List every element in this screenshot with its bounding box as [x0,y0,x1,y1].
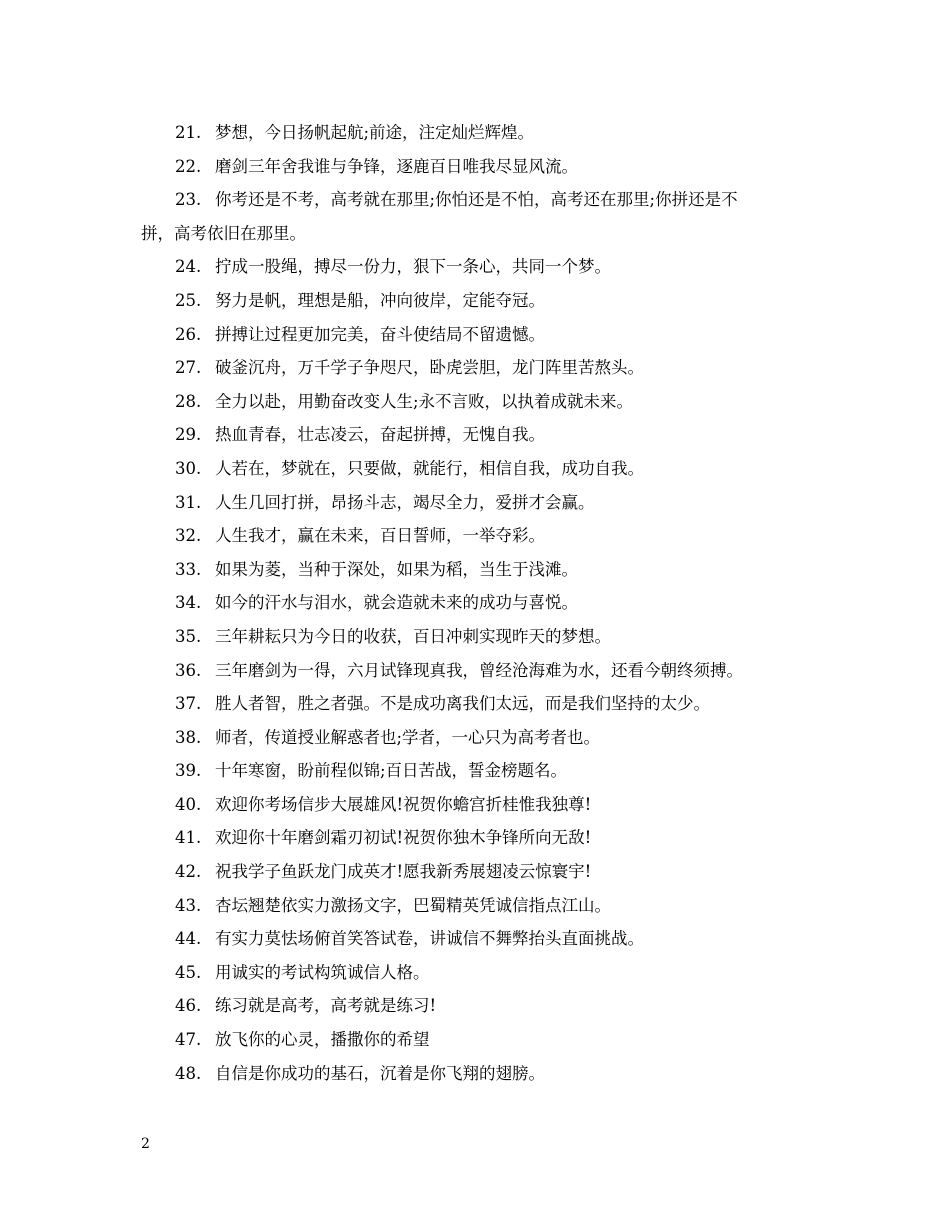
item-number: 26. [175,324,202,344]
item-number: 23. [175,190,202,210]
list-item [141,654,817,688]
item-number: 41. [175,828,202,848]
item-number: 36. [175,660,202,680]
item-text-continuation: 拼，高考依旧在那里。 [141,223,306,243]
item-number: 35. [175,626,202,646]
list-item [141,1057,817,1091]
item-text: 如今的汗水与泪水，就会造就未来的成功与喜悦。 [215,593,578,613]
item-number: 22. [175,156,202,176]
page-number: 2 [141,1136,150,1152]
item-text: 放飞你的心灵，播撒你的希望 [215,1030,430,1050]
list-item [141,754,817,788]
list-item [141,620,817,654]
item-text: 努力是帆，理想是船，冲向彼岸，定能夺冠。 [215,290,545,310]
item-number: 40. [175,794,202,814]
list-item [141,553,817,587]
item-text: 有实力莫怯场俯首笑答试卷，讲诚信不舞弊抬头直面挑战。 [215,929,644,949]
item-number: 25. [175,290,202,310]
list-item [141,922,817,956]
item-number: 21. [175,123,202,142]
list-item [141,821,817,855]
item-text: 你考还是不考，高考就在那里;你怕还是不怕，高考还在那里;你拼还是不 [215,190,738,210]
list-item [141,956,817,990]
item-text: 胜人者智，胜之者强。不是成功离我们太远，而是我们坚持的太少。 [215,694,710,714]
list-item [141,721,817,755]
item-text: 杏坛翘楚依实力激扬文字，巴蜀精英凭诚信指点江山。 [215,895,611,915]
list-item [141,519,817,553]
item-text: 用诚实的考试构筑诚信人格。 [215,962,430,982]
list-item [141,452,817,486]
list-item [141,586,817,620]
item-number: 31. [175,492,202,512]
list-item [141,385,817,419]
item-text: 三年耕耘只为今日的收获，百日冲刺实现昨天的梦想。 [215,626,611,646]
item-text: 磨剑三年舍我谁与争锋，逐鹿百日唯我尽显风流。 [215,156,578,176]
list-item [141,250,817,284]
item-number: 45. [175,962,202,982]
item-number: 43. [175,895,202,915]
item-number: 27. [175,358,202,378]
item-text: 师者，传道授业解惑者也;学者，一心只为高考者也。 [215,727,601,747]
item-text: 练习就是高考，高考就是练习! [215,996,437,1016]
item-text: 热血青春，壮志凌云，奋起拼搏，无愧自我。 [215,425,545,445]
list-item [141,183,817,217]
item-text: 拧成一股绳，搏尽一份力，狠下一条心，共同一个梦。 [215,257,611,277]
item-text: 如果为菱，当种于深处，如果为稻，当生于浅滩。 [215,559,578,579]
item-text: 人生几回打拼，昂扬斗志，竭尽全力，爱拼才会赢。 [215,492,595,512]
item-text: 人若在，梦就在，只要做，就能行，相信自我，成功自我。 [215,458,644,478]
list-item [141,1023,817,1057]
item-number: 32. [175,526,202,546]
item-number: 39. [175,761,202,781]
item-number: 33. [175,559,202,579]
item-text: 欢迎你考场信步大展雄风!祝贺你蟾宫折桂惟我独尊! [215,794,592,814]
list-item [141,351,817,385]
item-number: 30. [175,458,202,478]
item-text: 自信是你成功的基石，沉着是你飞翔的翅膀。 [215,1063,545,1083]
item-number: 42. [175,862,202,882]
list-item [141,318,817,352]
item-text: 三年磨剑为一得，六月试锋现真我，曾经沧海难为水，还看今朝终须搏。 [215,660,743,680]
item-text: 拼搏让过程更加完美，奋斗使结局不留遗憾。 [215,324,545,344]
list-item [141,150,817,184]
item-number: 34. [175,593,202,613]
list-item [141,989,817,1023]
item-number: 29. [175,425,202,445]
item-number: 46. [175,996,202,1016]
item-text: 祝我学子鱼跃龙门成英才!愿我新秀展翅凌云惊寰宇! [215,862,592,882]
item-number: 37. [175,694,202,714]
list-item [141,486,817,520]
item-number: 48. [175,1063,202,1083]
item-text: 欢迎你十年磨剑霜刃初试!祝贺你独木争锋所向无敌! [215,828,592,848]
item-number: 24. [175,257,202,277]
list-item [141,687,817,721]
list-item [141,284,817,318]
item-text: 破釜沉舟，万千学子争咫尺，卧虎尝胆，龙门阵里苦熬头。 [215,358,644,378]
item-text: 全力以赴，用勤奋改变人生;永不言败，以执着成就未来。 [215,391,634,411]
item-number: 28. [175,391,202,411]
list-item [141,855,817,889]
list-item [141,418,817,452]
item-text: 人生我才，赢在未来，百日誓师，一举夺彩。 [215,526,545,546]
item-number: 38. [175,727,202,747]
item-number: 47. [175,1030,202,1050]
list-item-continuation [141,217,817,251]
list-item [141,889,817,923]
item-text: 十年寒窗，盼前程似锦;百日苦战，誓金榜题名。 [215,761,568,781]
slogan-list [141,116,817,1090]
item-text: 梦想，今日扬帆起航;前途，注定灿烂辉煌。 [215,123,535,142]
item-number: 44. [175,929,202,949]
list-item [141,116,817,150]
list-item [141,788,817,822]
